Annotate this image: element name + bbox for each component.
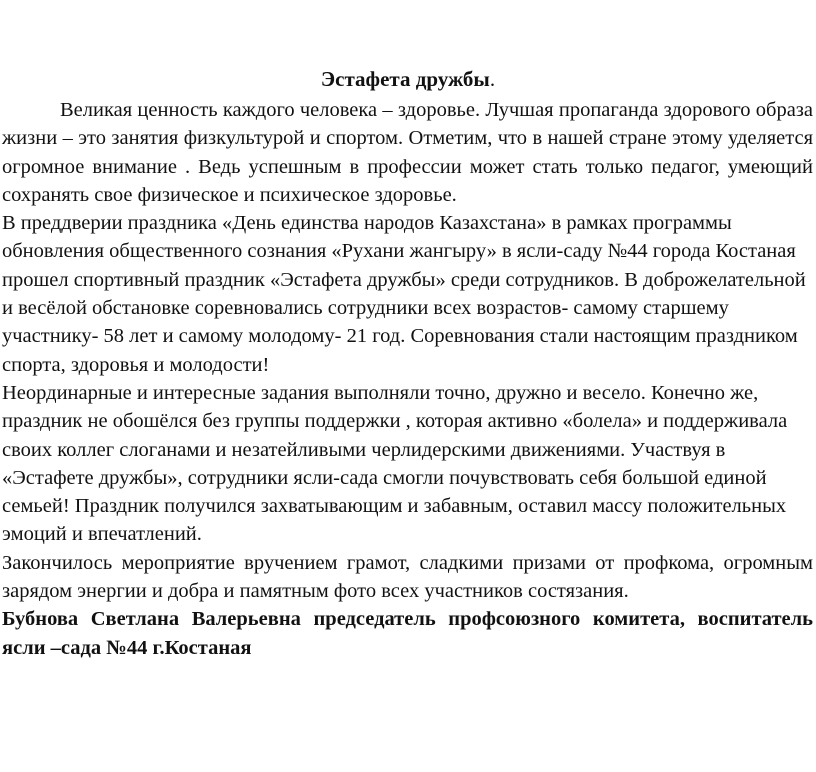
paragraph-ending: Закончилось мероприятие вручением грамот, сладкими призами от профкома, огромным зарядом энергии и добра и памятным фото всех участников состязания.: [2, 551, 813, 603]
document-title-dot: .: [489, 67, 496, 91]
document-body: [2, 96, 813, 662]
paragraph-event: В преддверии праздника «День единства народов Казахстана» в рамках программы обновления общественного сознания «Рухани жангыру» в ясли-саду №44 города Костаная прошел спортивный праздник «Эстафета дружбы» среди сотрудников. В доброжелательной и весёлой обстановке соревновались сотрудники всех возрастов- самому старшему участнику- 58 лет и самому молодому- 21 год. Соревнования стали настоящим праздником спорта, здоровья и молодости!: [2, 212, 806, 376]
document-title-text: Эстафета дружбы: [320, 67, 490, 91]
paragraph-intro: Великая ценность каждого человека – здоровье. Лучшая пропаганда здорового образа жизни – это занятия физкультурой и спортом. Отметим, что в нашей стране этому уделяется огромное внимание . Ведь успешным в профессии может стать только педагог, умеющий сохранять свое физическое и психическое здоровье.: [2, 99, 813, 206]
paragraph-tasks: Неординарные и интересные задания выполняли точно, дружно и весело. Конечно же, праздник не обошёлся без группы поддержки , которая активно «болела» и поддерживала своих коллег слоганами и незатейливыми черлидерскими движениями. Участвуя в «Эстафете дружбы», сотрудники ясли-сада смогли почувствовать себя большой единой семьей! Праздник получился захватывающим и забавным, оставил массу положительных эмоций и впечатлений.: [2, 381, 788, 546]
signature: Бубнова Светлана Валерьевна председатель профсоюзного комитета, воспитатель ясли –сада №44 г.Костаная: [2, 608, 813, 659]
document-title: [0, 66, 816, 92]
